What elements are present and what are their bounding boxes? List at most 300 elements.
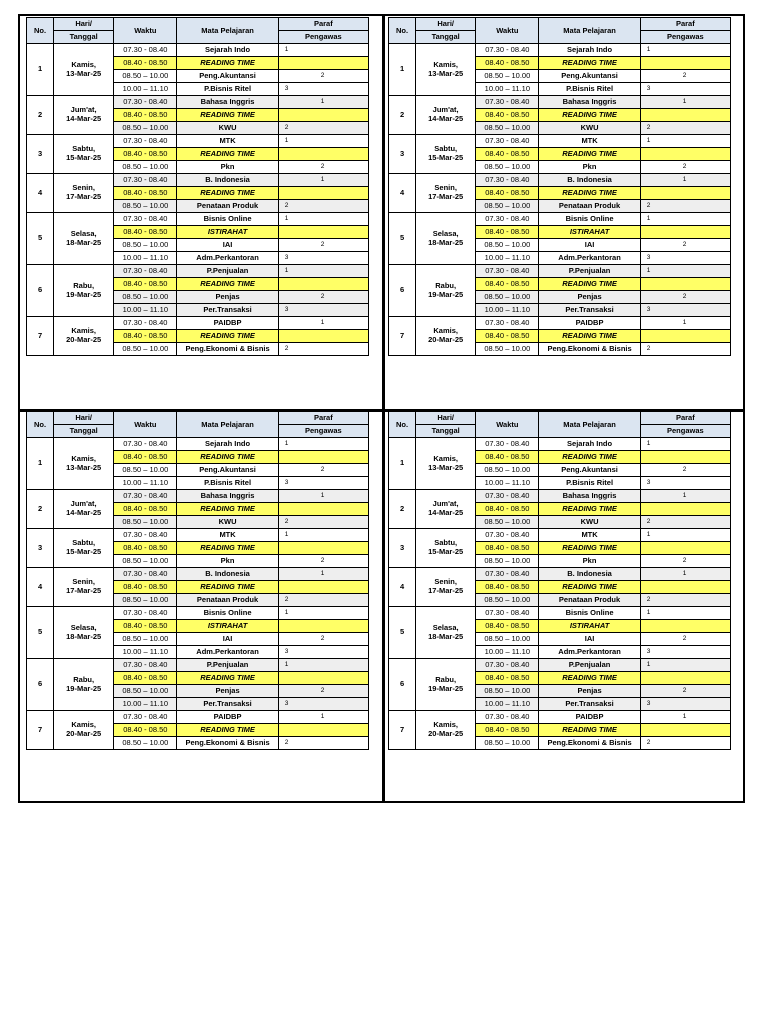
slot-time: 10.00 – 11.10	[476, 646, 539, 659]
paraf-cell[interactable]: 1	[278, 490, 368, 503]
slot-time: 07.30 - 08.40	[476, 490, 539, 503]
slot-time: 10.00 – 11.10	[114, 252, 177, 265]
schedule-row	[389, 213, 731, 226]
paraf-cell[interactable]	[640, 542, 730, 555]
day-date-cell	[416, 659, 476, 711]
slot-time: 10.00 – 11.10	[476, 698, 539, 711]
paraf-cell[interactable]	[278, 148, 368, 161]
paraf-cell[interactable]: 1	[278, 135, 368, 148]
day-date: 15-Mar-25	[428, 153, 464, 162]
slot-subject: Penjas	[177, 685, 278, 698]
schedule-table	[388, 411, 731, 750]
slot-time: 08.40 - 08.50	[114, 672, 177, 685]
header-tanggal: Tanggal	[416, 31, 476, 44]
slot-time: 08.50 – 10.00	[476, 464, 539, 477]
paraf-cell[interactable]: 1	[640, 490, 730, 503]
paraf-cell[interactable]: 2	[640, 594, 730, 607]
schedule-row	[27, 265, 369, 278]
day-name: Jum'at,	[432, 499, 459, 509]
paraf-cell[interactable]: 2	[278, 161, 368, 174]
slot-time: 07.30 - 08.40	[114, 529, 177, 542]
paraf-cell[interactable]	[278, 672, 368, 685]
day-date-cell	[416, 568, 476, 607]
slot-subject: ISTIRAHAT	[539, 620, 640, 633]
day-date: 20-Mar-25	[66, 335, 102, 344]
schedule-row	[389, 438, 731, 451]
day-date: 14-Mar-25	[428, 508, 464, 517]
slot-subject: KWU	[177, 122, 278, 135]
slot-time: 07.30 - 08.40	[114, 317, 177, 330]
slot-subject: READING TIME	[177, 109, 278, 122]
slot-time: 10.00 – 11.10	[114, 646, 177, 659]
slot-time: 10.00 – 11.10	[476, 477, 539, 490]
paraf-cell[interactable]	[278, 451, 368, 464]
slot-time: 10.00 – 11.10	[114, 83, 177, 96]
paraf-cell[interactable]: 2	[640, 737, 730, 750]
slot-subject: READING TIME	[177, 57, 278, 70]
slot-subject: B. Indonesia	[177, 174, 278, 187]
day-date: 14-Mar-25	[428, 114, 464, 123]
slot-time: 08.50 – 10.00	[476, 594, 539, 607]
slot-subject: READING TIME	[177, 581, 278, 594]
slot-time: 07.30 - 08.40	[114, 568, 177, 581]
slot-subject: Peng.Ekonomi & Bisnis	[539, 343, 640, 356]
day-name: Kamis,	[433, 720, 458, 730]
paraf-cell[interactable]: 3	[278, 83, 368, 96]
paraf-cell[interactable]	[278, 109, 368, 122]
slot-time: 10.00 – 11.10	[114, 698, 177, 711]
slot-time: 10.00 – 11.10	[114, 477, 177, 490]
day-number: 6	[27, 265, 54, 317]
day-number: 3	[27, 135, 54, 174]
slot-subject: READING TIME	[177, 148, 278, 161]
day-date-cell	[54, 659, 114, 711]
slot-time: 07.30 - 08.40	[476, 265, 539, 278]
paraf-cell[interactable]: 1	[640, 174, 730, 187]
schedule-row	[27, 490, 369, 503]
day-name: Jum'at,	[70, 105, 97, 115]
slot-subject: Bisnis Online	[177, 607, 278, 620]
slot-time: 07.30 - 08.40	[114, 607, 177, 620]
slot-subject: Adm.Perkantoran	[539, 252, 640, 265]
day-name: Selasa,	[432, 228, 459, 238]
paraf-cell[interactable]: 1	[640, 659, 730, 672]
header-no: No.	[27, 18, 54, 44]
header-waktu: Waktu	[476, 18, 539, 44]
paraf-cell[interactable]: 2	[640, 200, 730, 213]
slot-subject: P.Penjualan	[177, 265, 278, 278]
schedule-row	[27, 568, 369, 581]
slot-time: 08.50 – 10.00	[114, 239, 177, 252]
schedule-row	[389, 568, 731, 581]
day-number: 2	[27, 490, 54, 529]
slot-subject: Bahasa Inggris	[177, 96, 278, 109]
paraf-cell[interactable]: 1	[640, 135, 730, 148]
paraf-cell[interactable]: 2	[278, 555, 368, 568]
slot-subject: IAI	[539, 633, 640, 646]
schedule-table	[26, 17, 369, 356]
header-hari: Hari/	[416, 412, 476, 425]
paraf-cell[interactable]: 2	[278, 70, 368, 83]
header-pengawas: Pengawas	[278, 425, 368, 438]
header-tanggal: Tanggal	[54, 425, 114, 438]
day-date-cell	[54, 490, 114, 529]
paraf-cell[interactable]: 2	[278, 239, 368, 252]
paraf-cell[interactable]: 2	[278, 685, 368, 698]
slot-subject: READING TIME	[539, 330, 640, 343]
paraf-cell[interactable]: 1	[640, 213, 730, 226]
header-paraf: Paraf	[640, 18, 730, 31]
paraf-cell[interactable]: 2	[278, 291, 368, 304]
slot-time: 08.50 – 10.00	[114, 200, 177, 213]
day-name: Rabu,	[435, 280, 457, 290]
slot-time: 07.30 - 08.40	[114, 711, 177, 724]
day-number: 4	[389, 568, 416, 607]
paraf-cell[interactable]: 2	[278, 343, 368, 356]
day-name: Senin,	[434, 577, 457, 587]
paraf-cell[interactable]: 2	[640, 122, 730, 135]
paraf-cell[interactable]	[278, 57, 368, 70]
paraf-cell[interactable]: 1	[640, 265, 730, 278]
paraf-cell[interactable]: 2	[640, 685, 730, 698]
slot-time: 07.30 - 08.40	[114, 96, 177, 109]
slot-time: 08.40 - 08.50	[114, 57, 177, 70]
schedule-card	[388, 17, 731, 356]
slot-subject: ISTIRAHAT	[539, 226, 640, 239]
slot-subject: Sejarah Indo	[177, 438, 278, 451]
paraf-cell[interactable]: 1	[278, 44, 368, 57]
paraf-cell[interactable]	[278, 330, 368, 343]
paraf-cell[interactable]: 1	[278, 265, 368, 278]
day-name: Jum'at,	[70, 499, 97, 509]
slot-time: 08.40 - 08.50	[476, 451, 539, 464]
slot-time: 08.40 - 08.50	[114, 451, 177, 464]
slot-time: 08.40 - 08.50	[114, 187, 177, 200]
slot-subject: Peng.Akuntansi	[539, 70, 640, 83]
header-tanggal: Tanggal	[416, 425, 476, 438]
day-name: Kamis,	[433, 453, 458, 463]
day-date: 14-Mar-25	[66, 508, 102, 517]
day-date-cell	[416, 44, 476, 96]
paraf-cell[interactable]: 2	[278, 516, 368, 529]
schedule-row	[389, 317, 731, 330]
slot-subject: P.Penjualan	[539, 659, 640, 672]
paraf-cell[interactable]: 3	[278, 698, 368, 711]
paraf-cell[interactable]: 3	[278, 477, 368, 490]
day-name: Selasa,	[70, 228, 97, 238]
paraf-cell[interactable]: 1	[278, 438, 368, 451]
paraf-cell[interactable]: 1	[278, 213, 368, 226]
day-date: 20-Mar-25	[428, 729, 464, 738]
slot-subject: MTK	[177, 135, 278, 148]
paraf-cell[interactable]	[278, 503, 368, 516]
slot-subject: Pkn	[539, 161, 640, 174]
day-name: Jum'at,	[432, 105, 459, 115]
slot-subject: P.Bisnis Ritel	[177, 477, 278, 490]
paraf-cell[interactable]: 2	[278, 594, 368, 607]
paraf-cell[interactable]: 2	[640, 516, 730, 529]
paraf-cell[interactable]: 3	[640, 698, 730, 711]
slot-time: 07.30 - 08.40	[476, 659, 539, 672]
slot-time: 08.50 – 10.00	[476, 239, 539, 252]
slot-subject: Adm.Perkantoran	[177, 252, 278, 265]
slot-subject: Per.Transaksi	[177, 304, 278, 317]
paraf-cell[interactable]: 1	[640, 711, 730, 724]
slot-time: 08.50 – 10.00	[114, 737, 177, 750]
paraf-cell[interactable]: 3	[640, 304, 730, 317]
day-date-cell	[416, 135, 476, 174]
paraf-cell[interactable]: 2	[640, 239, 730, 252]
schedule-table	[388, 17, 731, 356]
day-date-cell	[416, 490, 476, 529]
header-waktu: Waktu	[476, 412, 539, 438]
paraf-cell[interactable]: 1	[640, 438, 730, 451]
paraf-cell[interactable]	[640, 451, 730, 464]
schedule-card	[26, 411, 369, 750]
slot-subject: MTK	[539, 529, 640, 542]
slot-subject: Per.Transaksi	[539, 304, 640, 317]
slot-subject: Penataan Produk	[177, 594, 278, 607]
slot-time: 08.40 - 08.50	[476, 620, 539, 633]
paraf-cell[interactable]: 1	[640, 568, 730, 581]
paraf-cell[interactable]	[278, 620, 368, 633]
slot-subject: KWU	[539, 516, 640, 529]
slot-subject: READING TIME	[539, 503, 640, 516]
slot-subject: P.Penjualan	[177, 659, 278, 672]
day-name: Kamis,	[71, 720, 96, 730]
schedule-row	[27, 96, 369, 109]
slot-subject: READING TIME	[177, 330, 278, 343]
paraf-cell[interactable]: 3	[278, 304, 368, 317]
day-number: 5	[27, 607, 54, 659]
day-date: 13-Mar-25	[66, 462, 102, 472]
day-date-cell	[416, 607, 476, 659]
paraf-cell[interactable]: 2	[278, 122, 368, 135]
schedule-row	[27, 44, 369, 57]
slot-time: 07.30 - 08.40	[476, 711, 539, 724]
paraf-cell[interactable]: 1	[278, 174, 368, 187]
day-number: 3	[389, 529, 416, 568]
day-date-cell	[54, 438, 114, 490]
slot-subject: READING TIME	[177, 724, 278, 737]
paraf-cell[interactable]: 2	[278, 464, 368, 477]
day-number: 5	[389, 607, 416, 659]
paraf-cell[interactable]	[640, 148, 730, 161]
slot-time: 08.40 - 08.50	[114, 724, 177, 737]
schedule-row	[27, 213, 369, 226]
day-date-cell	[416, 438, 476, 490]
slot-time: 07.30 - 08.40	[114, 135, 177, 148]
schedule-table	[26, 411, 369, 750]
paraf-cell[interactable]: 2	[640, 343, 730, 356]
day-date: 19-Mar-25	[428, 289, 464, 299]
slot-subject: Penjas	[539, 685, 640, 698]
slot-subject: B. Indonesia	[539, 568, 640, 581]
slot-time: 08.50 – 10.00	[476, 343, 539, 356]
day-date: 19-Mar-25	[66, 289, 102, 299]
day-date-cell	[54, 174, 114, 213]
slot-time: 08.50 – 10.00	[476, 516, 539, 529]
paraf-cell[interactable]: 3	[278, 252, 368, 265]
day-number: 7	[27, 317, 54, 356]
header-waktu: Waktu	[114, 412, 177, 438]
paraf-cell[interactable]: 1	[278, 317, 368, 330]
day-number: 4	[27, 568, 54, 607]
slot-subject: Penataan Produk	[177, 200, 278, 213]
slot-subject: READING TIME	[539, 109, 640, 122]
paraf-cell[interactable]: 2	[278, 633, 368, 646]
slot-time: 07.30 - 08.40	[476, 135, 539, 148]
paraf-cell[interactable]: 1	[278, 529, 368, 542]
slot-time: 07.30 - 08.40	[476, 568, 539, 581]
paraf-cell[interactable]	[640, 581, 730, 594]
day-date: 17-Mar-25	[428, 586, 464, 595]
slot-subject: Bisnis Online	[539, 213, 640, 226]
day-date: 19-Mar-25	[66, 683, 102, 693]
slot-time: 08.40 - 08.50	[476, 672, 539, 685]
day-name: Sabtu,	[72, 144, 96, 154]
slot-time: 07.30 - 08.40	[476, 213, 539, 226]
day-date: 17-Mar-25	[66, 192, 102, 201]
paraf-cell[interactable]: 2	[640, 70, 730, 83]
day-name: Rabu,	[435, 674, 457, 684]
paraf-cell[interactable]: 1	[640, 44, 730, 57]
day-name: Selasa,	[432, 622, 459, 632]
day-name: Sabtu,	[434, 538, 458, 548]
day-date-cell	[54, 96, 114, 135]
paraf-cell[interactable]	[640, 109, 730, 122]
slot-subject: B. Indonesia	[539, 174, 640, 187]
slot-subject: Bisnis Online	[177, 213, 278, 226]
slot-subject: PAIDBP	[539, 317, 640, 330]
slot-time: 08.50 – 10.00	[476, 633, 539, 646]
day-number: 7	[27, 711, 54, 750]
paraf-cell[interactable]	[640, 672, 730, 685]
paraf-cell[interactable]	[278, 724, 368, 737]
slot-subject: Peng.Ekonomi & Bisnis	[177, 343, 278, 356]
day-number: 7	[389, 711, 416, 750]
day-date: 18-Mar-25	[66, 631, 102, 641]
paraf-cell[interactable]: 1	[640, 317, 730, 330]
paraf-cell[interactable]: 1	[278, 96, 368, 109]
day-date: 13-Mar-25	[428, 68, 464, 78]
header-pengawas: Pengawas	[640, 425, 730, 438]
paraf-cell[interactable]	[640, 226, 730, 239]
paraf-cell[interactable]: 2	[640, 555, 730, 568]
day-name: Kamis,	[71, 59, 96, 69]
paraf-cell[interactable]: 2	[640, 633, 730, 646]
paraf-cell[interactable]: 1	[640, 529, 730, 542]
header-paraf: Paraf	[278, 18, 368, 31]
paraf-cell[interactable]	[278, 542, 368, 555]
day-date: 18-Mar-25	[428, 631, 464, 641]
day-date-cell	[416, 96, 476, 135]
slot-subject: Penjas	[539, 291, 640, 304]
paraf-cell[interactable]	[278, 278, 368, 291]
paraf-cell[interactable]: 3	[640, 252, 730, 265]
paraf-cell[interactable]: 2	[640, 291, 730, 304]
slot-time: 08.40 - 08.50	[114, 226, 177, 239]
slot-subject: Peng.Akuntansi	[539, 464, 640, 477]
day-name: Senin,	[72, 183, 95, 193]
paraf-cell[interactable]	[278, 226, 368, 239]
paraf-cell[interactable]: 3	[278, 646, 368, 659]
slot-subject: B. Indonesia	[177, 568, 278, 581]
slot-time: 08.40 - 08.50	[114, 581, 177, 594]
schedule-row	[27, 438, 369, 451]
day-number: 6	[389, 265, 416, 317]
slot-time: 08.40 - 08.50	[476, 724, 539, 737]
day-date-cell	[54, 265, 114, 317]
slot-time: 07.30 - 08.40	[114, 490, 177, 503]
paraf-cell[interactable]: 3	[640, 646, 730, 659]
slot-subject: KWU	[539, 122, 640, 135]
day-date: 14-Mar-25	[66, 114, 102, 123]
paraf-cell[interactable]: 3	[640, 477, 730, 490]
paraf-cell[interactable]: 2	[278, 737, 368, 750]
paraf-cell[interactable]	[640, 503, 730, 516]
slot-time: 10.00 – 11.10	[476, 304, 539, 317]
day-number: 1	[389, 44, 416, 96]
slot-subject: ISTIRAHAT	[177, 226, 278, 239]
day-date-cell	[416, 265, 476, 317]
paraf-cell[interactable]: 1	[640, 96, 730, 109]
paraf-cell[interactable]	[640, 57, 730, 70]
paraf-cell[interactable]: 1	[278, 607, 368, 620]
slot-time: 07.30 - 08.40	[114, 44, 177, 57]
paraf-cell[interactable]: 3	[640, 83, 730, 96]
day-date-cell	[416, 213, 476, 265]
schedule-row	[389, 490, 731, 503]
paraf-cell[interactable]	[278, 187, 368, 200]
paraf-cell[interactable]	[640, 620, 730, 633]
slot-time: 07.30 - 08.40	[114, 265, 177, 278]
slot-subject: Penataan Produk	[539, 200, 640, 213]
slot-time: 07.30 - 08.40	[114, 174, 177, 187]
day-number: 4	[27, 174, 54, 213]
slot-time: 10.00 – 11.10	[114, 304, 177, 317]
day-name: Sabtu,	[434, 144, 458, 154]
paraf-cell[interactable]	[640, 278, 730, 291]
slot-subject: Peng.Ekonomi & Bisnis	[177, 737, 278, 750]
paraf-cell[interactable]: 2	[278, 200, 368, 213]
paraf-cell[interactable]	[640, 724, 730, 737]
slot-subject: Bisnis Online	[539, 607, 640, 620]
day-date: 13-Mar-25	[66, 68, 102, 78]
slot-time: 08.50 – 10.00	[114, 555, 177, 568]
slot-subject: Sejarah Indo	[539, 438, 640, 451]
paraf-cell[interactable]: 2	[640, 464, 730, 477]
paraf-cell[interactable]: 1	[278, 659, 368, 672]
paraf-cell[interactable]: 1	[278, 711, 368, 724]
slot-time: 08.40 - 08.50	[476, 148, 539, 161]
day-date: 19-Mar-25	[428, 683, 464, 693]
day-date-cell	[54, 135, 114, 174]
day-date: 15-Mar-25	[428, 547, 464, 556]
slot-subject: Penjas	[177, 291, 278, 304]
schedule-row	[389, 96, 731, 109]
paraf-cell[interactable]: 1	[278, 568, 368, 581]
paraf-cell[interactable]	[278, 581, 368, 594]
paraf-cell[interactable]	[640, 330, 730, 343]
slot-subject: P.Bisnis Ritel	[539, 477, 640, 490]
paraf-cell[interactable]	[640, 187, 730, 200]
day-date-cell	[54, 711, 114, 750]
paraf-cell[interactable]: 2	[640, 161, 730, 174]
slot-time: 08.40 - 08.50	[476, 109, 539, 122]
slot-time: 08.40 - 08.50	[114, 278, 177, 291]
paraf-cell[interactable]: 1	[640, 607, 730, 620]
